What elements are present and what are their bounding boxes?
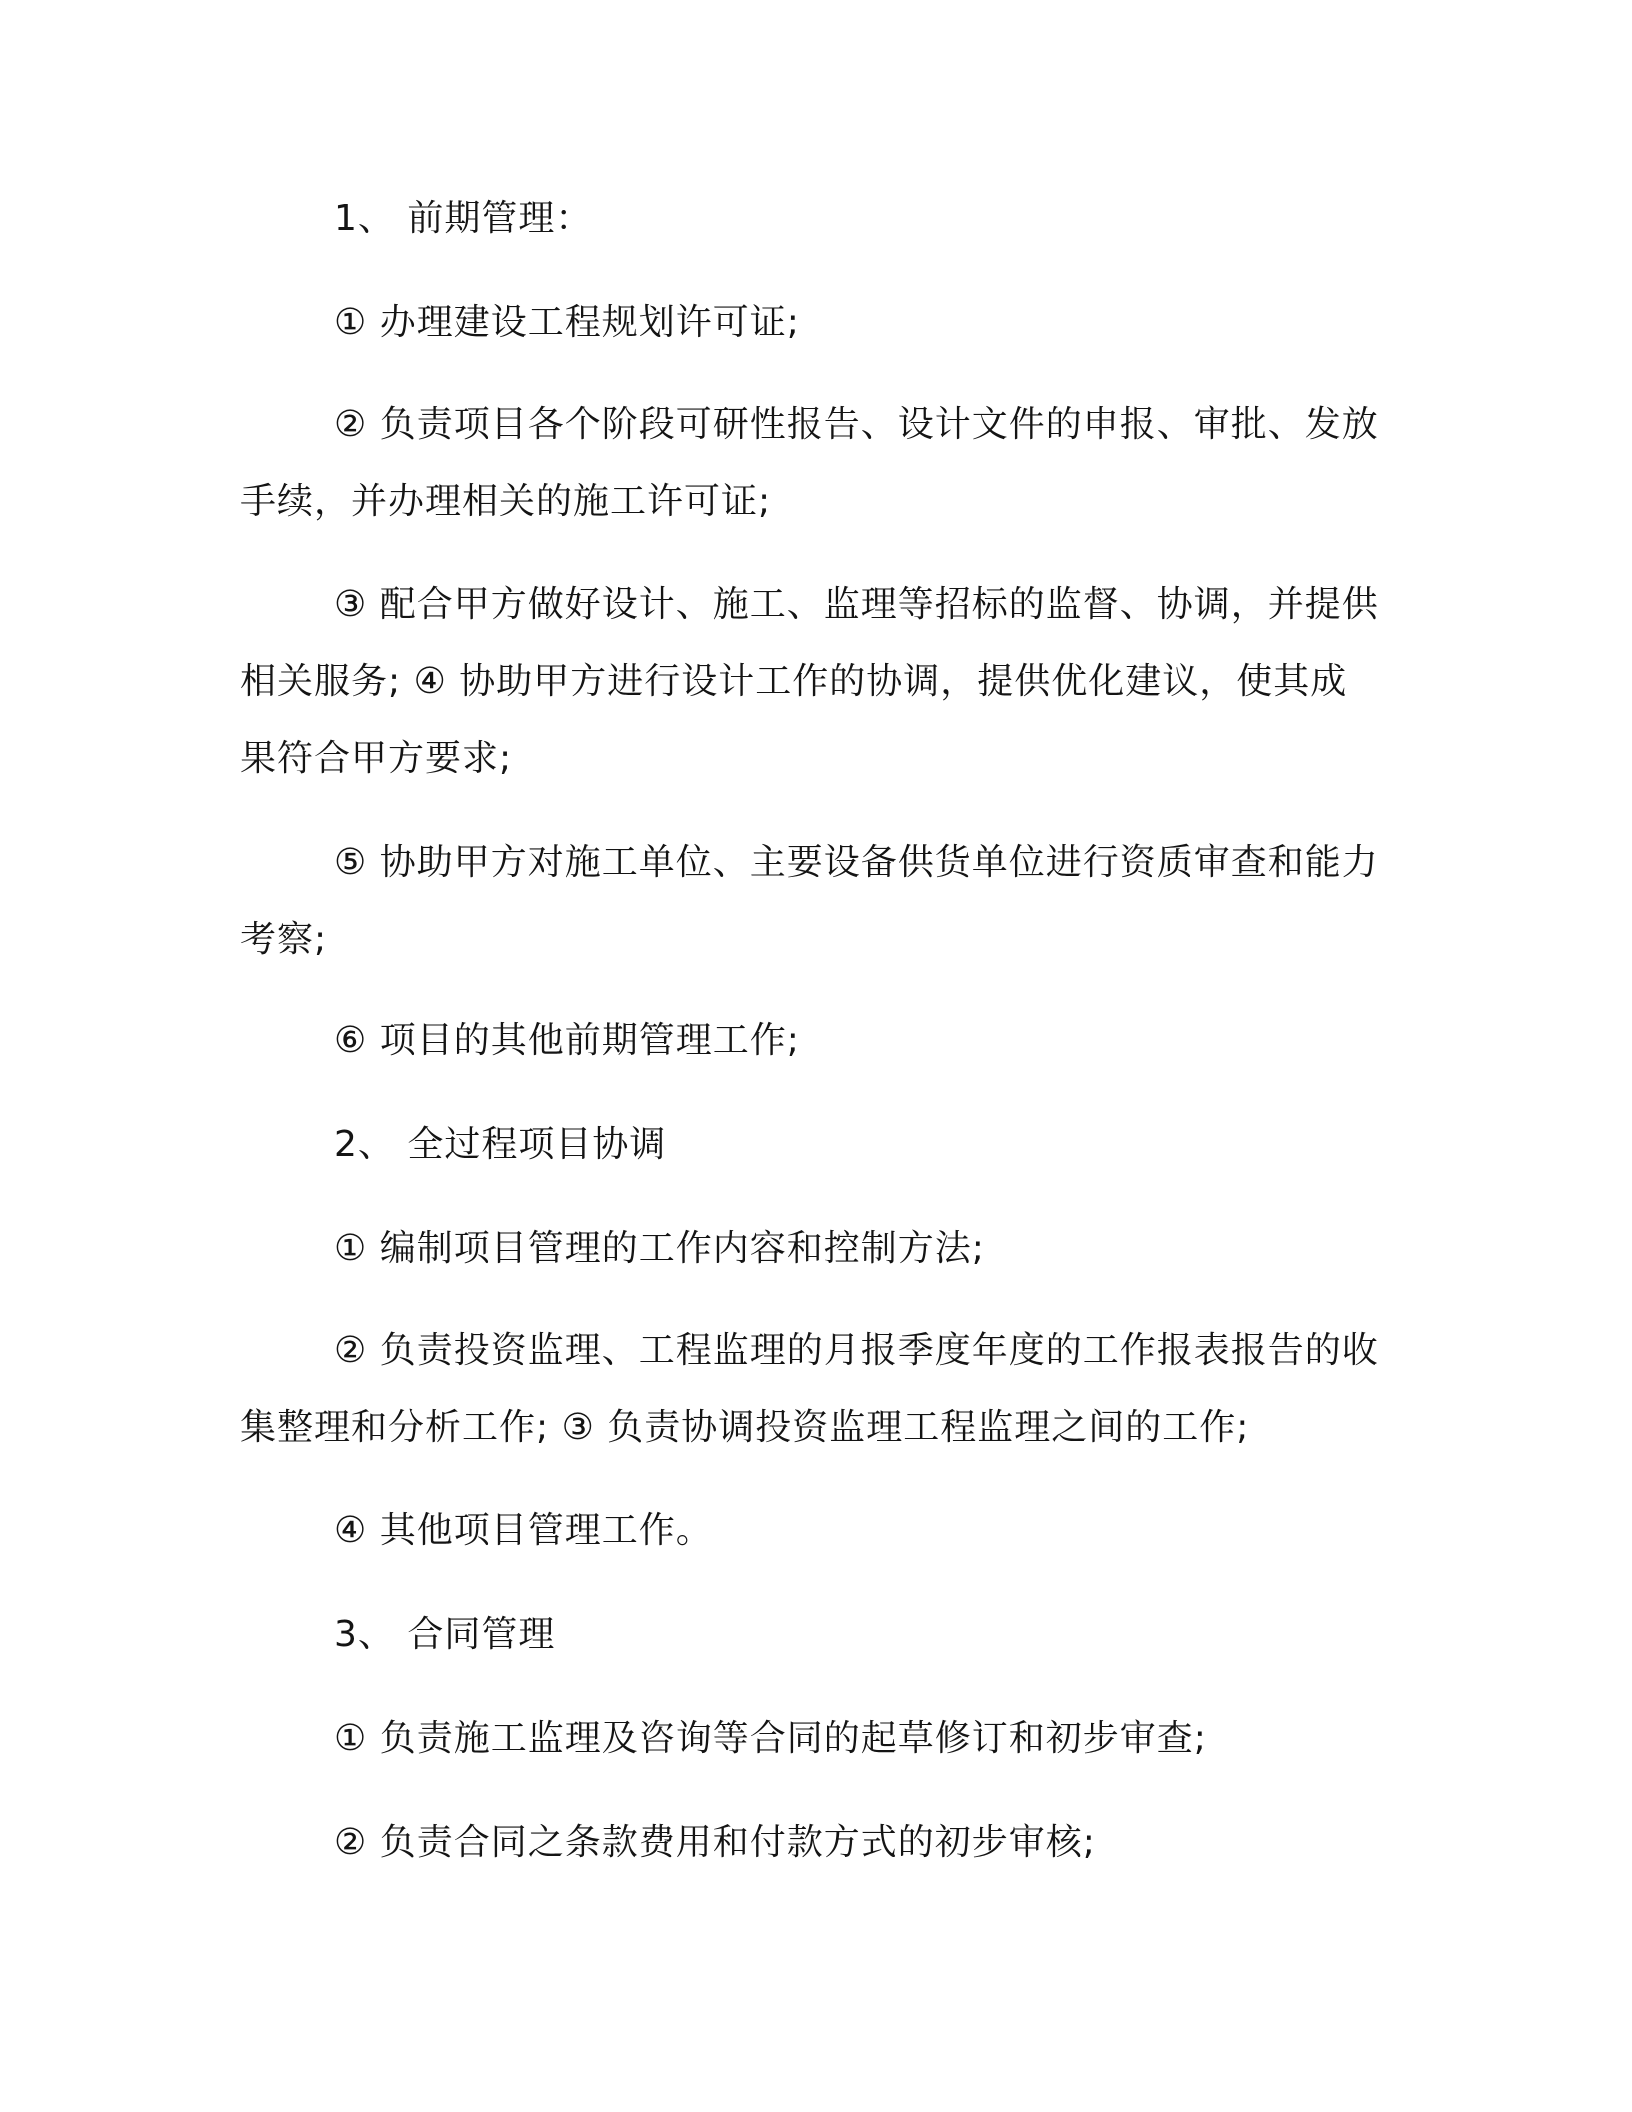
list-item: ③ 配合甲方做好设计、施工、监理等招标的监督、协调，并提供相关服务; ④ 协助甲方进行设计工作的协调，提供优化建议，使其成果符合甲方要求; [240,584,1379,779]
section-heading-project-coordination: 2、 全过程项目协调 [334,1124,667,1165]
section-heading-contract-management: 3、 合同管理 [334,1614,556,1655]
section-heading-preliminary-management: 1、 前期管理： [334,198,593,239]
list-item: ④ 其他项目管理工作。 [334,1510,713,1551]
list-item: ⑤ 协助甲方对施工单位、主要设备供货单位进行资质审查和能力考察; [240,842,1379,960]
list-item: ② 负责项目各个阶段可研性报告、设计文件的申报、审批、发放手续，并办理相关的施工许可证; [240,404,1379,522]
list-item: ⑥ 项目的其他前期管理工作; [334,1020,800,1061]
list-item: ① 办理建设工程规划许可证; [334,302,800,343]
list-item: ② 负责投资监理、工程监理的月报季度年度的工作报表报告的收集整理和分析工作; ③ 负责协调投资监理工程监理之间的工作; [240,1330,1379,1448]
list-item: ① 负责施工监理及咨询等合同的起草修订和初步审查; [334,1718,1207,1759]
list-item: ② 负责合同之条款费用和付款方式的初步审核; [334,1822,1096,1863]
list-item: ① 编制项目管理的工作内容和控制方法; [334,1228,985,1269]
